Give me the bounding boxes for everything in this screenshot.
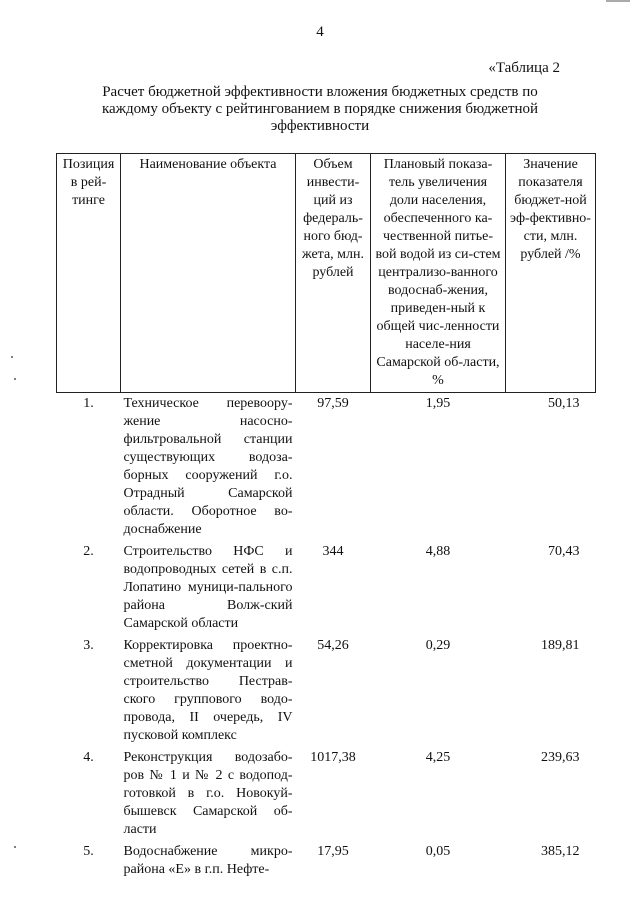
row-investment: 97,59 [317, 396, 349, 411]
row-efficiency: 50,13 [548, 396, 580, 411]
scan-speck [11, 356, 13, 358]
row-indicator: 4,25 [425, 750, 451, 765]
row-efficiency: 385,12 [541, 844, 580, 859]
row-name: Корректировка проектно-сметной документации и строительство Пестрав-ского группового водо-провода, II очередь, IV пусковой комплекс [123, 638, 293, 743]
row-indicator: 0,29 [425, 638, 451, 653]
row-name: Реконструкция водозабо-ров № 1 и № 2 с водопод-готовкой в г.о. Новокуй-бышевск Самарской об-ласти [123, 750, 293, 837]
row-investment: 1017,38 [310, 750, 356, 765]
scan-speck [14, 846, 16, 848]
row-investment: 54,26 [317, 638, 349, 653]
header-name: Наименование объекта [121, 154, 296, 393]
document-title: Расчет бюджетной эффективности вложения бюджетных средств по каждому объекту с рейтингованием в порядке снижения бюджетной эффективности [101, 84, 539, 134]
header-indicator: Плановый показа-тель увеличения доли населения, обеспеченного ка-чественной питье-вой водой из си-стем централизо-ванного водоснаб-жения, приведен-ный к общей чис-ленности населе-ния Самарской об-ласти, % [371, 154, 506, 393]
row-name: Строительство НФС и водопроводных сетей в с.п. Лопатино муници-пального района Волж-ский Самарской области [123, 544, 293, 631]
scan-speck [14, 378, 16, 380]
row-position: 2. [83, 544, 94, 559]
header-position: Позиция в рей-тинге [57, 154, 121, 393]
row-position: 5. [83, 844, 94, 859]
header-efficiency: Значение показателя бюджет-ной эф-фективно-сти, млн. рублей /% [506, 154, 596, 393]
row-investment: 344 [322, 544, 344, 559]
row-efficiency: 189,81 [541, 638, 580, 653]
row-position: 1. [83, 396, 94, 411]
scan-mark [606, 0, 630, 2]
table-header-row [57, 154, 596, 393]
row-investment: 17,95 [317, 844, 349, 859]
table-row [57, 541, 596, 635]
table-row [57, 635, 596, 747]
row-indicator: 0,05 [425, 844, 451, 859]
row-efficiency: 70,43 [548, 544, 580, 559]
row-indicator: 1,95 [425, 396, 451, 411]
row-efficiency: 239,63 [541, 750, 580, 765]
header-investment: Объем инвести-ций из федераль-ного бюд-жета, млн. рублей [296, 154, 371, 393]
page-number: 4 [316, 24, 324, 40]
table-row [57, 841, 596, 881]
efficiency-table [56, 153, 596, 881]
table-row [57, 393, 596, 542]
row-name: Водоснабжение микро-района «Е» в г.п. Нефте- [123, 844, 293, 877]
row-position: 4. [83, 750, 94, 765]
row-position: 3. [83, 638, 94, 653]
row-name: Техническое перевоору-жение насосно-фильтровальной станции существующих водоза-борных сооружений г.о. Отрадный Самарской области. Оборотное во-доснабжение [123, 396, 293, 537]
row-indicator: 4,88 [425, 544, 451, 559]
table-row [57, 747, 596, 841]
table-label: «Таблица 2 [488, 60, 560, 76]
